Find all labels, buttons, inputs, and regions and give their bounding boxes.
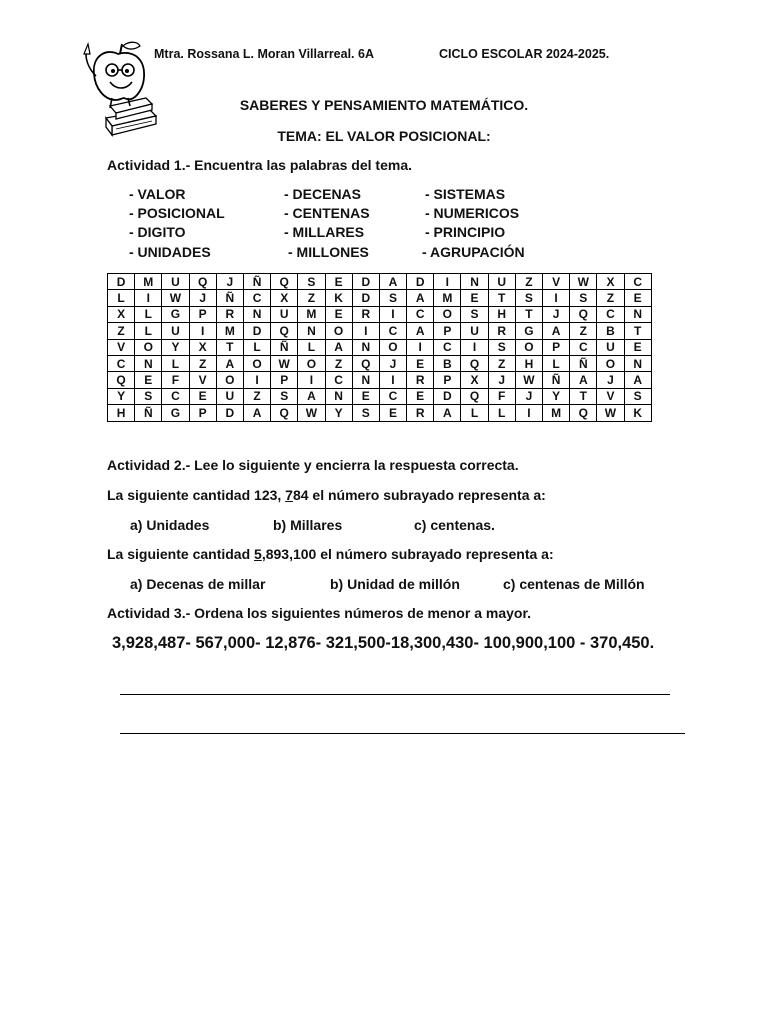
grid-row bbox=[108, 323, 652, 339]
word-item: - AGRUPACIÓN bbox=[422, 244, 525, 260]
grid-cell[interactable]: G bbox=[515, 323, 542, 339]
grid-row bbox=[108, 290, 652, 306]
grid-cell[interactable]: Q bbox=[461, 355, 488, 371]
grid-cell[interactable]: S bbox=[624, 388, 651, 404]
grid-cell[interactable]: Z bbox=[298, 290, 325, 306]
header-school-cycle: CICLO ESCOLAR 2024-2025. bbox=[439, 47, 610, 61]
grid-cell[interactable]: I bbox=[461, 339, 488, 355]
grid-cell[interactable]: A bbox=[624, 372, 651, 388]
grid-cell[interactable]: N bbox=[624, 306, 651, 322]
grid-cell[interactable]: C bbox=[379, 388, 406, 404]
grid-cell[interactable]: Q bbox=[189, 274, 216, 290]
word-search-grid bbox=[107, 273, 652, 422]
grid-row bbox=[108, 388, 652, 404]
grid-cell[interactable]: W bbox=[162, 290, 189, 306]
grid-cell[interactable]: E bbox=[407, 355, 434, 371]
grid-cell[interactable]: D bbox=[108, 274, 135, 290]
grid-cell[interactable]: S bbox=[271, 388, 298, 404]
question1-suffix: 84 el número subrayado representa a: bbox=[292, 487, 546, 503]
grid-cell[interactable]: X bbox=[189, 339, 216, 355]
grid-cell[interactable]: Ñ bbox=[570, 355, 597, 371]
grid-cell[interactable]: O bbox=[597, 355, 624, 371]
grid-cell[interactable]: R bbox=[488, 323, 515, 339]
grid-cell[interactable]: E bbox=[135, 372, 162, 388]
grid-cell[interactable]: I bbox=[379, 372, 406, 388]
word-item: - POSICIONAL bbox=[129, 205, 225, 221]
grid-cell[interactable]: U bbox=[216, 388, 243, 404]
grid-cell[interactable]: Y bbox=[108, 388, 135, 404]
grid-cell[interactable]: J bbox=[379, 355, 406, 371]
word-item: - DECENAS bbox=[284, 186, 362, 202]
grid-cell[interactable]: H bbox=[488, 306, 515, 322]
grid-cell[interactable]: Y bbox=[162, 339, 189, 355]
grid-row bbox=[108, 405, 652, 421]
question2-prefix: La siguiente cantidad bbox=[107, 546, 255, 562]
grid-cell[interactable]: P bbox=[189, 405, 216, 421]
grid-cell[interactable]: Z bbox=[243, 388, 270, 404]
grid-cell[interactable]: Q bbox=[271, 405, 298, 421]
numbers-to-order: 3,928,487- 567,000- 12,876- 321,500-18,300,430- 100,900,100 - 370,450. bbox=[112, 634, 655, 652]
grid-cell[interactable]: C bbox=[162, 388, 189, 404]
grid-cell[interactable]: N bbox=[135, 355, 162, 371]
grid-row bbox=[108, 274, 652, 290]
grid-cell[interactable]: X bbox=[597, 274, 624, 290]
grid-cell[interactable]: U bbox=[271, 306, 298, 322]
grid-cell[interactable]: H bbox=[108, 405, 135, 421]
activity2-title: Actividad 2.- Lee lo siguiente y encierra la respuesta correcta. bbox=[107, 457, 519, 473]
grid-cell[interactable]: I bbox=[298, 372, 325, 388]
grid-cell[interactable]: Z bbox=[597, 290, 624, 306]
grid-cell[interactable]: Z bbox=[488, 355, 515, 371]
answer-line-1[interactable] bbox=[120, 694, 670, 695]
word-item: - NUMERICOS bbox=[425, 205, 520, 221]
grid-cell[interactable]: N bbox=[352, 372, 379, 388]
grid-cell[interactable]: Z bbox=[108, 323, 135, 339]
grid-cell[interactable]: A bbox=[379, 274, 406, 290]
grid-cell[interactable]: I bbox=[543, 290, 570, 306]
grid-cell[interactable]: U bbox=[597, 339, 624, 355]
grid-cell[interactable]: E bbox=[325, 274, 352, 290]
grid-cell[interactable]: I bbox=[515, 405, 542, 421]
grid-cell[interactable]: F bbox=[488, 388, 515, 404]
grid-cell[interactable]: L bbox=[488, 405, 515, 421]
grid-cell[interactable]: D bbox=[407, 274, 434, 290]
word-item: - MILLARES bbox=[284, 224, 365, 240]
grid-cell[interactable]: E bbox=[352, 388, 379, 404]
question1-option-a[interactable]: a) Unidades bbox=[130, 517, 210, 533]
grid-cell[interactable]: V bbox=[189, 372, 216, 388]
grid-cell[interactable]: J bbox=[515, 388, 542, 404]
grid-cell[interactable]: T bbox=[216, 339, 243, 355]
grid-cell[interactable]: P bbox=[434, 372, 461, 388]
grid-cell[interactable]: O bbox=[434, 306, 461, 322]
grid-cell[interactable]: C bbox=[597, 306, 624, 322]
grid-cell[interactable]: Q bbox=[352, 355, 379, 371]
word-item: - CENTENAS bbox=[284, 205, 370, 221]
question1-option-b[interactable]: b) Millares bbox=[273, 517, 343, 533]
grid-cell[interactable]: Z bbox=[570, 323, 597, 339]
grid-cell[interactable]: J bbox=[543, 306, 570, 322]
grid-cell[interactable]: O bbox=[515, 339, 542, 355]
grid-cell[interactable]: I bbox=[189, 323, 216, 339]
grid-cell[interactable]: Ñ bbox=[243, 274, 270, 290]
grid-cell[interactable]: J bbox=[216, 274, 243, 290]
grid-cell[interactable]: U bbox=[488, 274, 515, 290]
grid-cell[interactable]: S bbox=[570, 290, 597, 306]
grid-cell[interactable]: O bbox=[325, 323, 352, 339]
grid-cell[interactable]: I bbox=[407, 339, 434, 355]
grid-cell[interactable]: J bbox=[488, 372, 515, 388]
grid-cell[interactable]: S bbox=[135, 388, 162, 404]
grid-row bbox=[108, 355, 652, 371]
grid-cell[interactable]: Z bbox=[515, 274, 542, 290]
grid-cell[interactable]: D bbox=[216, 405, 243, 421]
grid-cell[interactable]: N bbox=[243, 306, 270, 322]
grid-cell[interactable]: V bbox=[108, 339, 135, 355]
grid-cell[interactable]: A bbox=[243, 405, 270, 421]
grid-cell[interactable]: I bbox=[352, 323, 379, 339]
topic-title: TEMA: EL VALOR POSICIONAL: bbox=[277, 128, 491, 144]
grid-cell[interactable]: R bbox=[407, 372, 434, 388]
grid-row bbox=[108, 306, 652, 322]
grid-cell[interactable]: E bbox=[189, 388, 216, 404]
question1-text bbox=[107, 487, 546, 503]
grid-cell[interactable]: Y bbox=[325, 405, 352, 421]
grid-cell[interactable]: M bbox=[135, 274, 162, 290]
grid-cell[interactable]: E bbox=[624, 290, 651, 306]
grid-cell[interactable]: U bbox=[461, 323, 488, 339]
grid-cell[interactable]: R bbox=[407, 405, 434, 421]
question1-underlined-digit: 7 bbox=[285, 487, 293, 503]
grid-cell[interactable]: L bbox=[135, 323, 162, 339]
grid-cell[interactable]: I bbox=[379, 306, 406, 322]
grid-cell[interactable]: Z bbox=[325, 355, 352, 371]
grid-cell[interactable]: S bbox=[461, 306, 488, 322]
grid-row bbox=[108, 339, 652, 355]
grid-cell[interactable]: N bbox=[325, 388, 352, 404]
grid-row bbox=[108, 372, 652, 388]
grid-cell[interactable]: V bbox=[597, 388, 624, 404]
grid-cell[interactable]: J bbox=[597, 372, 624, 388]
grid-cell[interactable]: X bbox=[108, 306, 135, 322]
grid-cell[interactable]: V bbox=[543, 274, 570, 290]
grid-cell[interactable]: X bbox=[271, 290, 298, 306]
grid-cell[interactable]: Q bbox=[271, 274, 298, 290]
question2-suffix: ,893,100 el número subrayado representa a: bbox=[261, 546, 554, 562]
grid-cell[interactable]: D bbox=[352, 290, 379, 306]
apple-mascot-illustration bbox=[76, 40, 158, 140]
grid-cell[interactable]: L bbox=[243, 339, 270, 355]
grid-cell[interactable]: S bbox=[488, 339, 515, 355]
question1-option-c[interactable]: c) centenas. bbox=[414, 517, 495, 533]
subject-title: SABERES Y PENSAMIENTO MATEMÁTICO. bbox=[239, 97, 529, 113]
grid-cell[interactable]: D bbox=[243, 323, 270, 339]
grid-cell[interactable]: P bbox=[189, 306, 216, 322]
grid-cell[interactable]: L bbox=[108, 290, 135, 306]
grid-cell[interactable]: B bbox=[597, 323, 624, 339]
word-item: - MILLONES bbox=[288, 244, 369, 260]
grid-cell[interactable]: N bbox=[352, 339, 379, 355]
grid-cell[interactable]: N bbox=[461, 274, 488, 290]
grid-cell[interactable]: E bbox=[624, 339, 651, 355]
grid-cell[interactable]: C bbox=[243, 290, 270, 306]
grid-cell[interactable]: L bbox=[298, 339, 325, 355]
grid-cell[interactable]: N bbox=[624, 355, 651, 371]
grid-cell[interactable]: M bbox=[543, 405, 570, 421]
grid-cell[interactable]: A bbox=[434, 405, 461, 421]
grid-cell[interactable]: Ñ bbox=[271, 339, 298, 355]
grid-cell[interactable]: C bbox=[108, 355, 135, 371]
grid-cell[interactable]: D bbox=[434, 388, 461, 404]
grid-cell[interactable]: T bbox=[624, 323, 651, 339]
grid-cell[interactable]: W bbox=[515, 372, 542, 388]
grid-cell[interactable]: Z bbox=[189, 355, 216, 371]
grid-cell[interactable]: E bbox=[379, 405, 406, 421]
grid-cell[interactable]: S bbox=[379, 290, 406, 306]
grid-cell[interactable]: S bbox=[298, 274, 325, 290]
grid-cell[interactable]: C bbox=[325, 372, 352, 388]
grid-cell[interactable]: J bbox=[189, 290, 216, 306]
grid-cell[interactable]: Y bbox=[543, 388, 570, 404]
question2-text bbox=[107, 546, 554, 562]
grid-cell[interactable]: U bbox=[162, 274, 189, 290]
grid-cell[interactable]: K bbox=[325, 290, 352, 306]
grid-cell[interactable]: C bbox=[407, 306, 434, 322]
grid-cell[interactable]: C bbox=[434, 339, 461, 355]
question2-option-c[interactable]: c) centenas de Millón bbox=[503, 576, 645, 592]
answer-line-2[interactable] bbox=[120, 733, 685, 734]
header-teacher-name: Mtra. Rossana L. Moran Villarreal. 6A bbox=[154, 47, 374, 61]
grid-cell[interactable]: R bbox=[216, 306, 243, 322]
grid-cell[interactable]: O bbox=[135, 339, 162, 355]
word-item: - VALOR bbox=[129, 186, 186, 202]
grid-cell[interactable]: W bbox=[271, 355, 298, 371]
grid-cell[interactable]: O bbox=[298, 355, 325, 371]
grid-cell[interactable]: P bbox=[543, 339, 570, 355]
grid-cell[interactable]: A bbox=[543, 323, 570, 339]
word-item: - DIGITO bbox=[129, 224, 186, 240]
grid-cell[interactable]: Q bbox=[271, 323, 298, 339]
grid-cell[interactable]: P bbox=[434, 323, 461, 339]
grid-cell[interactable]: G bbox=[162, 306, 189, 322]
grid-cell[interactable]: L bbox=[543, 355, 570, 371]
grid-cell[interactable]: Ñ bbox=[216, 290, 243, 306]
grid-cell[interactable]: A bbox=[216, 355, 243, 371]
grid-cell[interactable]: Q bbox=[570, 405, 597, 421]
grid-cell[interactable]: B bbox=[434, 355, 461, 371]
grid-cell[interactable]: P bbox=[271, 372, 298, 388]
question2-option-a[interactable]: a) Decenas de millar bbox=[130, 576, 266, 592]
question2-option-b[interactable]: b) Unidad de millón bbox=[330, 576, 460, 592]
grid-cell[interactable]: Q bbox=[461, 388, 488, 404]
grid-cell[interactable]: M bbox=[298, 306, 325, 322]
grid-cell[interactable]: E bbox=[461, 290, 488, 306]
grid-cell[interactable]: I bbox=[135, 290, 162, 306]
question2-underlined-digit: 5 bbox=[254, 546, 262, 562]
activity3-title: Actividad 3.- Ordena los siguientes números de menor a mayor. bbox=[107, 605, 532, 621]
grid-cell[interactable]: Ñ bbox=[543, 372, 570, 388]
grid-cell[interactable]: C bbox=[379, 323, 406, 339]
grid-cell[interactable]: O bbox=[379, 339, 406, 355]
grid-cell[interactable]: T bbox=[570, 388, 597, 404]
grid-cell[interactable]: A bbox=[407, 323, 434, 339]
grid-cell[interactable]: G bbox=[162, 405, 189, 421]
grid-cell[interactable]: R bbox=[352, 306, 379, 322]
grid-cell[interactable]: I bbox=[434, 274, 461, 290]
grid-cell[interactable]: S bbox=[515, 290, 542, 306]
grid-cell[interactable]: O bbox=[216, 372, 243, 388]
grid-cell[interactable]: L bbox=[461, 405, 488, 421]
word-item: - UNIDADES bbox=[129, 244, 211, 260]
grid-cell[interactable]: U bbox=[162, 323, 189, 339]
grid-cell[interactable]: C bbox=[624, 274, 651, 290]
grid-cell[interactable]: L bbox=[162, 355, 189, 371]
grid-cell[interactable]: A bbox=[407, 290, 434, 306]
grid-cell[interactable]: K bbox=[624, 405, 651, 421]
grid-cell[interactable]: S bbox=[352, 405, 379, 421]
grid-cell[interactable]: A bbox=[570, 372, 597, 388]
grid-cell[interactable]: Q bbox=[108, 372, 135, 388]
question1-prefix: La siguiente cantidad 123, bbox=[107, 487, 286, 503]
grid-cell[interactable]: Q bbox=[570, 306, 597, 322]
word-item: - SISTEMAS bbox=[425, 186, 506, 202]
activity1-title: Actividad 1.- Encuentra las palabras del tema. bbox=[107, 157, 412, 173]
grid-cell[interactable]: M bbox=[434, 290, 461, 306]
grid-cell[interactable]: X bbox=[461, 372, 488, 388]
grid-cell[interactable]: I bbox=[243, 372, 270, 388]
grid-cell[interactable]: L bbox=[135, 306, 162, 322]
grid-cell[interactable]: D bbox=[352, 274, 379, 290]
grid-cell[interactable]: W bbox=[570, 274, 597, 290]
word-item: - PRINCIPIO bbox=[425, 224, 506, 240]
grid-cell[interactable]: W bbox=[597, 405, 624, 421]
grid-cell[interactable]: N bbox=[298, 323, 325, 339]
grid-cell[interactable]: M bbox=[216, 323, 243, 339]
grid-cell[interactable]: T bbox=[488, 290, 515, 306]
grid-cell[interactable]: T bbox=[515, 306, 542, 322]
grid-cell[interactable]: E bbox=[325, 306, 352, 322]
grid-cell[interactable]: Ñ bbox=[135, 405, 162, 421]
grid-cell[interactable]: A bbox=[325, 339, 352, 355]
grid-cell[interactable]: H bbox=[515, 355, 542, 371]
grid-cell[interactable]: F bbox=[162, 372, 189, 388]
grid-cell[interactable]: A bbox=[298, 388, 325, 404]
grid-cell[interactable]: E bbox=[407, 388, 434, 404]
grid-cell[interactable]: O bbox=[243, 355, 270, 371]
grid-cell[interactable]: W bbox=[298, 405, 325, 421]
grid-cell[interactable]: C bbox=[570, 339, 597, 355]
